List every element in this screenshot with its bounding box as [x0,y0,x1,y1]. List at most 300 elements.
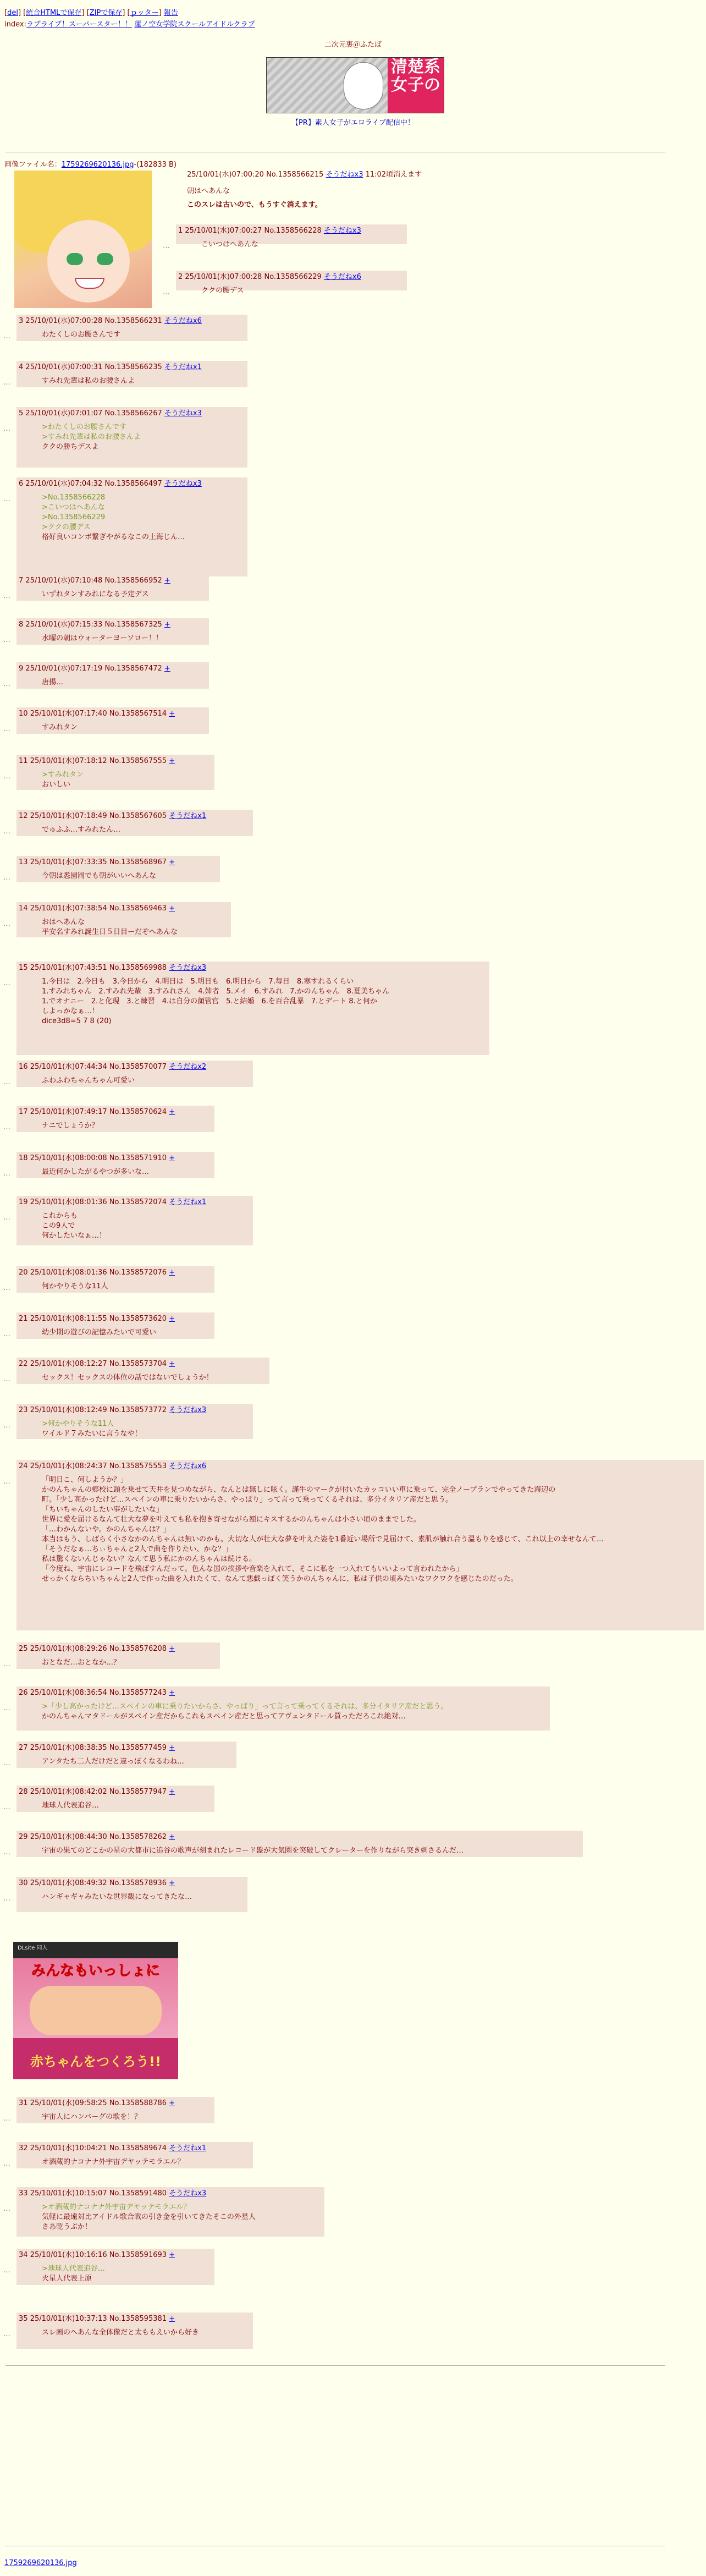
reply-header [178,272,361,283]
reply-date: 25/10/01(水)08:49:32 [30,1879,109,1887]
soudane-button[interactable]: + [169,904,175,913]
reply-number: 15 [19,964,30,972]
text-line: さあ乾うぶか！ [42,2223,92,2231]
reply-date: 25/10/01(水)08:01:36 [30,1268,109,1277]
reply-indent-marker: … [3,1330,10,1338]
reply-number: 2 [178,273,185,281]
reply-indent-marker: … [3,1421,10,1430]
text-line: 本当はもう、しばらく小さなかのんちゃんは無いのかも。大切な人が壮大な夢を叶えた姿を1番近い場所で見届けて、素肌が触れ合う温もりを感じて、これ以上の幸せなんて… [42,1535,604,1544]
soudane-button[interactable]: + [164,576,170,585]
reply-number: 6 [19,480,26,488]
quote-line: >すみれタン [42,771,84,779]
reply-header [19,1153,175,1164]
reply-body [42,1282,108,1292]
reply-11 [16,755,214,790]
reply-header [178,226,361,237]
soudane-button[interactable]: + [169,1788,175,1796]
reply-header [19,1107,175,1118]
reply-date: 25/10/01(水)07:17:19 [25,664,105,673]
text-line: おはへあんな [42,918,85,926]
reply-no: No.1358570077 [109,1063,169,1071]
reply-header [19,619,170,630]
reply-body [42,2202,256,2232]
reply-date: 25/10/01(水)07:04:32 [25,480,105,488]
text-line: 火星人代表上原 [42,2275,92,2283]
reply-date: 25/10/01(水)08:01:36 [30,1198,109,1206]
index-link-hasunosora[interactable]: 蓮ノ空女学院スクールアイドルクラブ [134,20,255,29]
reply-indent-marker: … [163,288,170,296]
quote-line: >「少し高かったけど…スペインの車に乗りたいからさ、やっぱり」って言って乗ってくるそれは、多分イタリア産だと思う。 [42,1702,448,1711]
reply-20 [16,1266,214,1293]
text-line: すみれ先輩は私のお腰さんよ [42,377,135,385]
text-line: ククの腰デス [201,287,244,295]
reply-no: No.1358569988 [109,964,169,972]
reply-number: 17 [19,1108,30,1116]
reply-header [19,663,170,674]
reply-no: No.1358570624 [109,1108,169,1116]
soudane-button[interactable]: そうだねx1 [169,1198,207,1206]
ad-bottom-text: 赤ちゃんをつくろう!! [30,2054,161,2069]
text-line: 町。「少し高かったけど…スペインの車に乗りたいからさ、やっぱり」って言って乗ってくるそれは、多分イタリア産だと思う。 [42,1496,453,1504]
reply-no: No.1358576208 [109,1645,169,1653]
reply-10 [16,707,209,734]
reply-number: 13 [19,858,30,866]
save-zip-link[interactable]: ZIPで保存 [89,9,123,17]
text-line: おいしい [42,781,71,789]
reply-header [19,903,175,914]
reply-date: 25/10/01(水)08:36:54 [30,1689,109,1697]
soudane-button[interactable]: そうだねx6 [164,317,202,325]
reply-date: 25/10/01(水)10:37:13 [30,2315,109,2323]
reply-number: 29 [19,1833,30,1841]
reply-indent-marker: … [3,1848,10,1857]
soudane-button[interactable]: + [169,710,175,718]
reply-no: No.1358566267 [104,409,164,418]
reply-5 [16,407,247,468]
reply-body [42,2112,141,2122]
text-line: 1.今日は 2.今日も 3.今日から 4.明日は 5.明日も 6.明日から 7.毎日 8.寒すれるくらい [42,977,354,986]
reply-header [19,408,202,419]
reply-header [19,1787,175,1798]
reply-header [19,857,175,868]
reply-body [42,1419,142,1439]
reply-24 [16,1460,704,1630]
reply-body [42,376,135,386]
soudane-button[interactable]: そうだねx1 [169,2144,207,2152]
reply-date: 25/10/01(水)07:00:28 [25,317,105,325]
reply-no: No.1358578262 [109,1833,169,1841]
reply-indent-marker: … [3,979,10,987]
op-text: 朝はへあんな [187,187,230,195]
reply-header [19,811,206,822]
reply-23 [16,1404,253,1439]
quote-line: >わたくしのお腰さんです [42,423,126,431]
eye-right [97,253,113,265]
text-line: 平安名すみれ誕生日５日目ーだぞへあんな [42,928,178,936]
soudane-button[interactable]: + [169,1645,175,1653]
reply-body [42,918,178,937]
reply-number: 1 [178,227,185,235]
index-line [4,19,255,30]
reply-indent-marker: … [3,1803,10,1811]
reply-number: 20 [19,1268,30,1277]
reply-body [42,723,78,733]
reply-26 [16,1687,550,1731]
reply-number: 28 [19,1788,30,1796]
text-line: せっかくならちいちゃんと2人で作った曲を入れたくて、なんて悪戯っぽく笑うかのんちゃんに、私は子供の頃みたいなワクワクを感じたのだった。 [42,1575,518,1583]
site-header: 二次元裏＠ふたば [324,41,382,49]
file-label: 画像ファイル名： [4,161,62,169]
reply-19 [16,1196,253,1245]
reply-header [19,1359,175,1370]
soudane-button[interactable]: + [169,1833,175,1841]
soudane-button[interactable]: + [169,1154,175,1162]
reply-date: 25/10/01(水)08:00:08 [30,1154,109,1162]
reply-number: 22 [19,1360,30,1368]
text-line: 水曜の朝はウォーターヨーソロー！！ [42,634,163,642]
soudane-button[interactable]: + [169,1360,175,1368]
reply-15 [16,962,489,1055]
reply-number: 18 [19,1154,30,1162]
reply-3 [16,315,247,341]
reply-indent-marker: … [3,1759,10,1767]
pr-link[interactable] [0,118,706,129]
text-line: オ酒蔵的ナコナナ外宇宙デヤッテモラエル？ [42,2158,185,2166]
text-line: 「明日こ、何しようか？」 [42,1476,128,1484]
text-line: わたくしのお腰さんです [42,331,121,339]
reply-header [19,2250,175,2261]
reply-2 [176,271,407,295]
reply-no: No.1358566952 [104,576,164,585]
reply-header [19,1062,206,1073]
reply-body [42,330,120,340]
reply-number: 10 [19,710,30,718]
reply-body [201,240,258,250]
reply-18 [16,1152,214,1178]
save-html-link[interactable]: 統合HTMLで保存 [26,9,82,17]
reply-date: 25/10/01(水)09:58:25 [30,2099,109,2107]
reply-number: 31 [19,2099,30,2107]
index-link-superstar[interactable]: ラブライブ！スーパースター！！ [26,20,133,29]
reply-number: 26 [19,1689,30,1697]
reply-header [19,2188,206,2199]
reply-number: 14 [19,904,30,913]
text-line: おとなだ…おとなか…？ [42,1658,121,1667]
face-shape [47,220,130,303]
reply-indent-marker: … [3,772,10,781]
text-line: 唐揚… [42,678,64,686]
reply-body [42,1328,156,1338]
reply-body [42,590,148,600]
reply-body [42,422,141,452]
eye-left [67,253,83,265]
reply-header [19,756,175,767]
reply-indent-marker: … [3,1660,10,1668]
reply-number: 35 [19,2315,30,2323]
reply-no: No.1358577243 [109,1689,169,1697]
soudane-button[interactable]: そうだねx6 [323,273,361,281]
reply-9 [16,662,209,689]
reply-no: No.1358575553 [109,1462,169,1470]
reply-indent-marker: … [3,1123,10,1132]
reply-date: 25/10/01(水)07:01:07 [25,409,105,418]
soudane-button[interactable]: そうだねx3 [164,409,202,418]
text-line: 「そうだなぁ…ちぃちゃんと2人で曲を作りたい、かな？」 [42,1545,233,1553]
reply-body [42,1167,149,1177]
reply-number: 3 [19,317,26,325]
op-header [187,169,422,180]
quote-line: >No.1358566229 [42,513,106,521]
reply-indent-marker: … [3,2205,10,2213]
reply-16 [16,1061,253,1087]
reply-header [19,1405,206,1416]
reply-no: No.1358572074 [109,1198,169,1206]
reply-no: No.1358567514 [109,710,169,718]
reply-header [19,575,170,586]
reply-indent-marker: … [3,1284,10,1292]
soudane-button[interactable]: そうだねx1 [169,812,207,820]
soudane-button[interactable]: + [169,1268,175,1277]
text-line: ナニでしょうか？ [42,1122,99,1130]
reply-number: 23 [19,1406,30,1414]
reply-date: 25/10/01(水)07:18:12 [30,757,109,765]
text-line: ハンギャギャみたいな世界観になってきたな… [42,1893,192,1901]
op-date: 25/10/01(水)07:00:20 [187,171,264,179]
text-line: しよっかなぁ…！ [42,1007,100,1015]
reply-number: 24 [19,1462,30,1470]
reply-25 [16,1643,220,1669]
reply-number: 5 [19,409,26,418]
text-line: アンタたち二人だけだと違っぽくなるわね… [42,1757,184,1766]
reply-date: 25/10/01(水)07:38:54 [30,904,109,913]
reply-header [19,708,175,719]
reply-body [42,1846,464,1856]
reply-date: 25/10/01(水)07:10:48 [25,576,105,585]
soudane-button[interactable]: そうだねx6 [169,1462,207,1470]
text-line: 世界に愛を届けるなんて壮大な夢を叶えても私を抱き寄せながら額にキスするかのんちゃんは小さい頃のままでした。 [42,1515,421,1524]
footer [4,2558,77,2569]
report-link[interactable]: 報告 [163,9,178,17]
text-line: 地球人代表追谷… [42,1801,100,1810]
reply-header [19,1267,175,1278]
reply-header [19,2098,175,2109]
soudane-button[interactable]: そうだねx1 [164,363,202,371]
reply-body [201,286,244,296]
text-line: 今朝は悉園岡でも朝がいいへあんな [42,872,157,880]
reply-date: 25/10/01(水)08:12:49 [30,1406,109,1414]
reply-date: 25/10/01(水)07:17:40 [30,710,109,718]
pr-text: 【PR】素人女子がエロライブ配信中！ [291,119,415,127]
soudane-button[interactable]: + [169,2315,175,2323]
index-label: index: [4,20,26,29]
reply-no: No.1358566229 [264,273,324,281]
text-line: 「…わかんないや。かのんちゃんは？」 [42,1525,170,1534]
reply-body [42,2157,184,2167]
soudane-button[interactable]: そうだねx3 [164,480,202,488]
text-line: でゅふふ…すみれたん… [42,826,121,834]
reply-date: 25/10/01(水)07:15:33 [25,620,105,629]
reply-number: 30 [19,1879,30,1887]
reply-date: 25/10/01(水)07:00:31 [25,363,105,371]
reply-header [19,2314,175,2325]
reply-no: No.1358573772 [109,1406,169,1414]
reply-date: 25/10/01(水)10:15:07 [30,2189,109,2198]
reply-date: 25/10/01(水)07:18:49 [30,812,109,820]
ad-label: DLsite 同人 [18,1945,48,1951]
reply-date: 25/10/01(水)07:00:27 [185,227,264,235]
reply-indent-marker: … [3,1704,10,1712]
reply-number: 16 [19,1063,30,1071]
text-line: 宇宙人にハンバーグの歌を！？ [42,2113,142,2121]
text-line: ワイルド７みたいに言うなや！ [42,1430,142,1438]
reply-indent-marker: … [3,332,10,340]
reply-body [42,1211,106,1241]
soudane-button[interactable]: そうだねx3 [169,2189,207,2198]
reply-date: 25/10/01(水)08:12:27 [30,1360,109,1368]
reply-no: No.1358595381 [109,2315,169,2323]
reply-body [42,678,63,688]
reply-no: No.1358588786 [109,2099,169,2107]
reply-4 [16,361,247,387]
soudane-button[interactable]: そうだねx3 [323,227,361,235]
reply-indent-marker: … [3,725,10,733]
op-body [187,185,322,212]
banner-text: 清楚系女子の [388,58,444,113]
reply-body [42,770,84,790]
reply-no: No.1358567325 [104,620,164,629]
reply-indent-marker: … [3,680,10,688]
reply-number: 19 [19,1198,30,1206]
reply-body [42,1658,120,1668]
reply-body [42,2328,199,2338]
soudane-button[interactable]: + [164,664,170,673]
reply-no: No.1358589674 [109,2144,169,2152]
reply-number: 25 [19,1645,30,1653]
reply-1 [176,224,407,249]
reply-no: No.1358567605 [109,812,169,820]
reply-no: No.1358591480 [109,2189,169,2198]
op-file-link[interactable]: 1759269620136.jpg [61,161,134,169]
op-thumbnail[interactable] [14,171,152,308]
reply-indent-marker: … [3,495,10,503]
soudane-button[interactable]: + [169,1879,175,1887]
soudane-button[interactable]: + [169,1689,175,1697]
reply-indent-marker: … [3,2160,10,2168]
reply-date: 25/10/01(水)10:16:16 [30,2251,109,2259]
op-soudane-button[interactable]: そうだねx3 [326,171,363,179]
soudane-button[interactable]: + [169,757,175,765]
reply-no: No.1358573704 [109,1360,169,1368]
soudane-button[interactable]: + [169,2099,175,2107]
text-line: これからも [42,1212,78,1220]
reply-body [42,2264,105,2284]
ad-scene [30,1986,162,2035]
reply-header [19,1644,175,1655]
reply-indent-marker: … [3,378,10,387]
reply-body [42,1373,213,1383]
text-line: ふわふわちゃんちゃん可愛い [42,1076,135,1085]
divider [5,2365,665,2366]
reply-17 [16,1106,214,1132]
top-nav: [del] [統合HTMLで保存] [ZIPで保存] [ｐッター] 報告 [4,9,178,17]
reply-indent-marker: … [3,827,10,836]
reply-indent-marker: … [3,2114,10,2123]
ad-image[interactable] [13,1942,178,2079]
reply-body [42,1892,192,1902]
reply-header [19,963,206,974]
soudane-button[interactable]: そうだねx3 [169,1406,207,1414]
soudane-button[interactable]: + [169,1108,175,1116]
reply-no: No.1358566228 [264,227,324,235]
text-line: 1.すみれちゃん 2.すみれ先輩 3.すみれさん 4.姉者 5.メイ 6.すみれ 7.かのんちゃん 8.夏美ちゃん [42,987,389,996]
text-line: 最近何かしたがるやつが多いな… [42,1168,150,1176]
reply-34 [16,2249,214,2285]
soudane-button[interactable]: そうだねx2 [169,1063,207,1071]
reply-body [42,1757,184,1767]
text-line: 幼少期の遊びの記憶みたいで可愛い [42,1328,157,1337]
reply-indent-marker: … [3,2266,10,2275]
reply-number: 9 [19,664,26,673]
reply-indent-marker: … [163,242,170,250]
reply-no: No.1358567472 [104,664,164,673]
reply-date: 25/10/01(水)07:33:35 [30,858,109,866]
quote-line: >ククの腰デス [42,523,91,531]
reply-header [19,1688,175,1699]
reply-date: 25/10/01(水)07:43:51 [30,964,109,972]
text-line: ククの勝ちデスよ [42,443,99,451]
reply-no: No.1358591693 [109,2251,169,2259]
reply-date: 25/10/01(水)08:42:02 [30,1788,109,1796]
op-file-info [4,160,176,171]
quote-line: >No.1358566228 [42,493,106,502]
potter-link[interactable]: ｐッター [130,9,159,17]
reply-8 [16,618,209,645]
reply-6 [16,477,247,576]
quote-line: >こいつはへあんな [42,503,105,512]
reply-number: 34 [19,2251,30,2259]
reply-14 [16,902,231,937]
soudane-button[interactable]: + [169,1744,175,1752]
text-line: 何かしたいなぁ…！ [42,1232,107,1240]
soudane-button[interactable]: + [169,1315,175,1323]
reply-indent-marker: … [3,636,10,644]
reply-indent-marker: … [3,1213,10,1222]
reply-date: 25/10/01(水)07:00:28 [185,273,264,281]
reply-body [42,871,156,881]
quote-line: >何かやりそうな11人 [42,1420,114,1428]
del-link[interactable]: del [7,9,18,17]
reply-13 [16,856,220,882]
reply-number: 32 [19,2144,30,2152]
soudane-button[interactable]: + [169,858,175,866]
soudane-button[interactable]: そうだねx3 [169,964,207,972]
reply-date: 25/10/01(水)08:29:26 [30,1645,109,1653]
soudane-button[interactable]: + [169,2251,175,2259]
reply-no: No.1358573620 [109,1315,169,1323]
reply-date: 25/10/01(水)07:44:34 [30,1063,109,1071]
reply-header [19,1461,206,1472]
text-line: 気軽に最遠対比アイドル歌合戦の引き金を引いてきたそこの外星人 [42,2213,256,2221]
reply-30 [16,1877,247,1912]
reply-27 [16,1742,236,1768]
footer-file-link[interactable]: 1759269620136.jpg [4,2559,77,2567]
banner-ad[interactable] [266,57,444,113]
text-line: すみれタン [42,723,78,732]
reply-no: No.1358569463 [109,904,169,913]
soudane-button[interactable]: + [164,620,170,629]
reply-header [19,1832,175,1843]
reply-date: 25/10/01(水)08:38:35 [30,1744,109,1752]
